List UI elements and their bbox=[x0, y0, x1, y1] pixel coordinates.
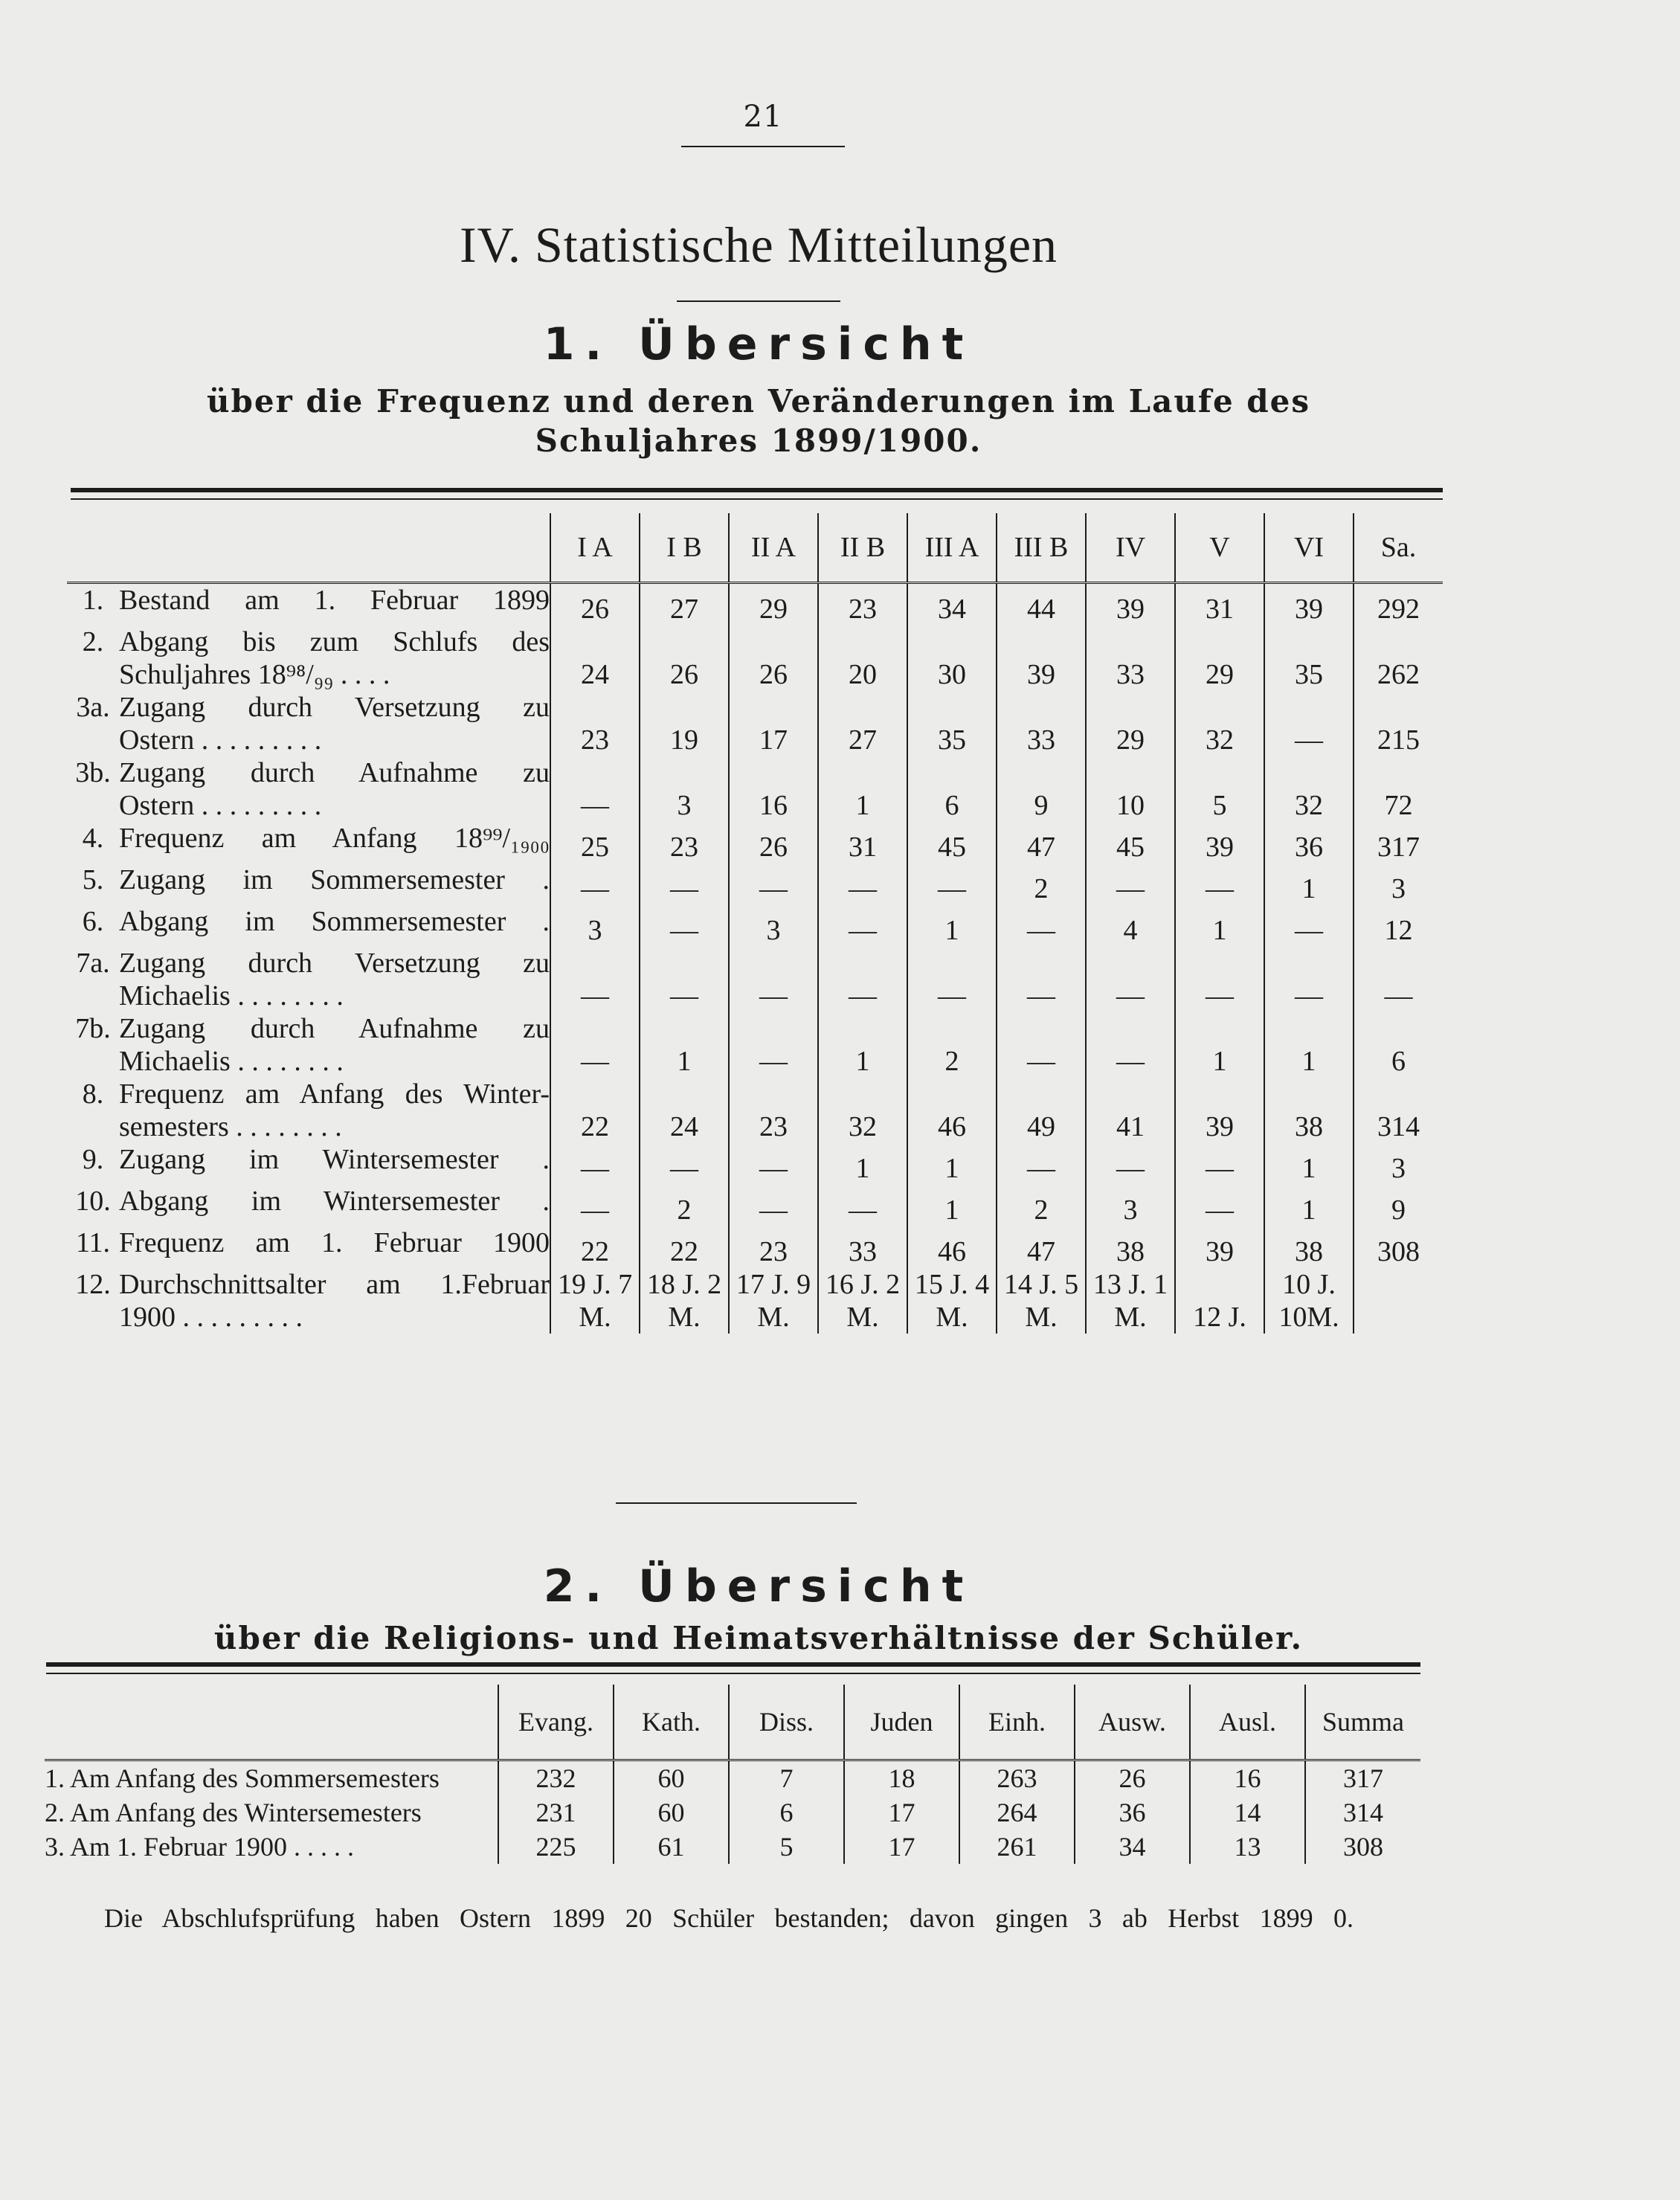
column-header: Evang. bbox=[498, 1685, 614, 1760]
cell-value: 36 bbox=[1075, 1795, 1190, 1830]
cell-value: 3 bbox=[550, 905, 640, 947]
cell-value: 1 bbox=[907, 905, 997, 947]
cell-value: 38 bbox=[1264, 1226, 1354, 1268]
row-number: 8. bbox=[82, 1078, 104, 1110]
cell-value: — bbox=[1086, 1012, 1175, 1078]
cell-value: 39 bbox=[1264, 583, 1354, 626]
table-row bbox=[67, 1078, 1443, 1143]
row-label-line2: Ostern . . . . . . . . . bbox=[119, 790, 322, 821]
cell-value: — bbox=[729, 1185, 818, 1226]
row-label-line1: Zugang durch Versetzung zu bbox=[119, 692, 550, 723]
cell-value: 31 bbox=[1175, 583, 1264, 626]
cell-value: 22 bbox=[640, 1226, 729, 1268]
cell-value: 1 bbox=[1264, 1143, 1354, 1185]
table-row bbox=[67, 1012, 1443, 1078]
row-label bbox=[119, 756, 550, 822]
cell-value: — bbox=[550, 863, 640, 905]
cell-value: 23 bbox=[550, 691, 640, 756]
cell-value: 38 bbox=[1264, 1078, 1354, 1143]
cell-value: 18 bbox=[844, 1760, 959, 1796]
row-label-line1: Zugang durch Aufnahme zu bbox=[119, 757, 550, 788]
cell-value: — bbox=[1175, 1143, 1264, 1185]
cell-value: 314 bbox=[1354, 1078, 1443, 1143]
cell-value: — bbox=[1086, 863, 1175, 905]
column-header: IV bbox=[1086, 513, 1175, 583]
row-label bbox=[119, 1012, 550, 1078]
main-title: IV. Statistische Mitteilungen bbox=[459, 216, 1058, 273]
cell-value: 16 bbox=[1190, 1760, 1305, 1796]
cell-value: 45 bbox=[907, 822, 997, 863]
row-label bbox=[119, 905, 550, 947]
header-blank bbox=[67, 513, 550, 583]
religion-table-header bbox=[45, 1685, 1420, 1760]
cell-value: 18 J. 2 M. bbox=[640, 1268, 729, 1334]
column-header: Sa. bbox=[1354, 513, 1443, 583]
cell-value: 46 bbox=[907, 1226, 997, 1268]
table2-top-rule-thin bbox=[46, 1673, 1420, 1674]
column-header: III B bbox=[997, 513, 1086, 583]
cell-value: — bbox=[640, 1143, 729, 1185]
table-row bbox=[45, 1760, 1420, 1796]
column-header: Ausl. bbox=[1190, 1685, 1305, 1760]
cell-value: 23 bbox=[729, 1226, 818, 1268]
cell-value: — bbox=[729, 863, 818, 905]
cell-value: — bbox=[640, 905, 729, 947]
cell-value: 10 bbox=[1086, 756, 1175, 822]
cell-value: 16 bbox=[729, 756, 818, 822]
cell-value: 3 bbox=[729, 905, 818, 947]
row-label bbox=[119, 1226, 550, 1268]
row-label-line2: 1900 . . . . . . . . . bbox=[119, 1302, 303, 1333]
cell-value: 24 bbox=[550, 625, 640, 691]
row-label-line1: Zugang durch Aufnahme zu bbox=[119, 1013, 550, 1044]
cell-value: — bbox=[550, 1185, 640, 1226]
cell-value: 22 bbox=[550, 1078, 640, 1143]
column-header: Summa bbox=[1305, 1685, 1420, 1760]
cell-value: 263 bbox=[959, 1760, 1075, 1796]
cell-value: 3 bbox=[1354, 863, 1443, 905]
cell-value: 29 bbox=[1175, 625, 1264, 691]
cell-value: 2 bbox=[997, 1185, 1086, 1226]
cell-value: 17 bbox=[844, 1830, 959, 1864]
cell-value: — bbox=[997, 1012, 1086, 1078]
cell-value: — bbox=[997, 905, 1086, 947]
row-label bbox=[119, 1078, 550, 1143]
row-label-line1: Durchschnittsalter am 1.Februar bbox=[119, 1269, 550, 1300]
cell-value: — bbox=[818, 1185, 907, 1226]
cell-value: 264 bbox=[959, 1795, 1075, 1830]
cell-value: 60 bbox=[614, 1760, 729, 1796]
table1-top-rule-thin bbox=[71, 498, 1443, 500]
cell-value: 1 bbox=[1175, 1012, 1264, 1078]
cell-value: — bbox=[729, 1012, 818, 1078]
row-number: 4. bbox=[82, 823, 104, 854]
cell-value: 30 bbox=[907, 625, 997, 691]
row-label-line2: Ostern . . . . . . . . . bbox=[119, 724, 322, 756]
cell-value: 38 bbox=[1086, 1226, 1175, 1268]
cell-value: 72 bbox=[1354, 756, 1443, 822]
row-label bbox=[119, 625, 550, 691]
cell-value: — bbox=[1264, 691, 1354, 756]
cell-value: 17 bbox=[844, 1795, 959, 1830]
cell-value: 9 bbox=[1354, 1185, 1443, 1226]
cell-value: — bbox=[550, 947, 640, 1012]
row-label bbox=[119, 863, 550, 905]
frequency-table-header bbox=[67, 513, 1443, 583]
cell-value: 39 bbox=[1086, 583, 1175, 626]
cell-value: 3 bbox=[1354, 1143, 1443, 1185]
cell-value: — bbox=[1175, 863, 1264, 905]
table-row bbox=[45, 1795, 1420, 1830]
cell-value: 1 bbox=[1175, 905, 1264, 947]
cell-value: 215 bbox=[1354, 691, 1443, 756]
cell-value: 1 bbox=[1264, 863, 1354, 905]
footnote: Die Abschlufsprüfung haben Ostern 1899 20 Schüler bestanden; davon gingen 3 ab Herbst 1899 0. bbox=[104, 1903, 1354, 1933]
column-header: Kath. bbox=[614, 1685, 729, 1760]
row-label-line2: Michaelis . . . . . . . . bbox=[119, 980, 344, 1011]
cell-value: 317 bbox=[1354, 822, 1443, 863]
cell-value: 7 bbox=[729, 1760, 844, 1796]
page-number-rule bbox=[681, 146, 845, 147]
cell-value: 12 J. bbox=[1175, 1268, 1264, 1334]
row-label bbox=[119, 822, 550, 863]
row-label bbox=[119, 1185, 550, 1226]
cell-value: 19 J. 7 M. bbox=[550, 1268, 640, 1334]
row-label bbox=[119, 1143, 550, 1185]
column-header: Einh. bbox=[959, 1685, 1075, 1760]
cell-value: — bbox=[818, 947, 907, 1012]
row-label-line1: Abgang im Wintersemester . bbox=[119, 1186, 550, 1217]
row-label: 2. Am Anfang des Wintersemesters bbox=[45, 1798, 422, 1827]
cell-value: 29 bbox=[1086, 691, 1175, 756]
cell-value: 26 bbox=[550, 583, 640, 626]
row-label-line1: Abgang im Sommersemester . bbox=[119, 906, 550, 937]
cell-value: 45 bbox=[1086, 822, 1175, 863]
cell-value: 1 bbox=[907, 1185, 997, 1226]
row-label-line2: Michaelis . . . . . . . . bbox=[119, 1046, 344, 1077]
cell-value: — bbox=[907, 863, 997, 905]
row-label-line1: Frequenz am Anfang des Winter- bbox=[119, 1078, 550, 1110]
row-label-line1: Frequenz am 1. Februar 1900 bbox=[119, 1227, 550, 1258]
cell-value: — bbox=[997, 947, 1086, 1012]
cell-value: 13 bbox=[1190, 1830, 1305, 1864]
table-row bbox=[67, 822, 1443, 863]
cell-value: 24 bbox=[640, 1078, 729, 1143]
cell-value: — bbox=[1354, 947, 1443, 1012]
cell-value: 4 bbox=[1086, 905, 1175, 947]
cell-value: 31 bbox=[818, 822, 907, 863]
cell-value: 22 bbox=[550, 1226, 640, 1268]
cell-value: 41 bbox=[1086, 1078, 1175, 1143]
cell-value: 49 bbox=[997, 1078, 1086, 1143]
cell-value: — bbox=[729, 1143, 818, 1185]
cell-value: 2 bbox=[997, 863, 1086, 905]
cell-value: 308 bbox=[1305, 1830, 1420, 1864]
row-number: 10. bbox=[75, 1186, 111, 1217]
cell-value: — bbox=[997, 1143, 1086, 1185]
row-label-line2: Schuljahres 18⁹⁸/₉₉ . . . . bbox=[119, 659, 390, 690]
cell-value: 3 bbox=[1086, 1185, 1175, 1226]
cell-value: 17 bbox=[729, 691, 818, 756]
row-number: 11. bbox=[75, 1227, 111, 1258]
section2-subtitle: über die Religions- und Heimatsverhältnisse der Schüler. bbox=[213, 1620, 1304, 1656]
column-header: Ausw. bbox=[1075, 1685, 1190, 1760]
cell-value: 9 bbox=[997, 756, 1086, 822]
cell-value: 5 bbox=[729, 1830, 844, 1864]
row-label-line1: Bestand am 1. Februar 1899 bbox=[119, 585, 550, 616]
cell-value bbox=[1354, 1268, 1443, 1334]
row-number: 9. bbox=[82, 1144, 104, 1175]
cell-value: — bbox=[550, 1012, 640, 1078]
cell-value: 39 bbox=[1175, 822, 1264, 863]
row-number: 5. bbox=[82, 864, 104, 895]
row-number: 3a. bbox=[76, 692, 110, 723]
cell-value: 32 bbox=[1175, 691, 1264, 756]
cell-value: 26 bbox=[729, 822, 818, 863]
cell-value: 35 bbox=[907, 691, 997, 756]
table-row bbox=[67, 905, 1443, 947]
cell-value: 39 bbox=[997, 625, 1086, 691]
cell-value: 47 bbox=[997, 1226, 1086, 1268]
cell-value: 39 bbox=[1175, 1078, 1264, 1143]
cell-value: — bbox=[1264, 905, 1354, 947]
table-row bbox=[67, 583, 1443, 626]
page-number: 21 bbox=[743, 100, 783, 134]
row-label-line1: Frequenz am Anfang 18⁹⁹/₁₉₀₀ bbox=[119, 823, 550, 854]
cell-value: 17 J. 9 M. bbox=[729, 1268, 818, 1334]
column-header: Diss. bbox=[729, 1685, 844, 1760]
column-header: Juden bbox=[844, 1685, 959, 1760]
column-header: III A bbox=[907, 513, 997, 583]
column-header: I B bbox=[640, 513, 729, 583]
section2-title: 2. Übersicht bbox=[543, 1560, 974, 1612]
frequency-table bbox=[67, 513, 1443, 1334]
cell-value: 35 bbox=[1264, 625, 1354, 691]
cell-value: 12 bbox=[1354, 905, 1443, 947]
cell-value: — bbox=[1175, 947, 1264, 1012]
cell-value: 2 bbox=[640, 1185, 729, 1226]
cell-value: 26 bbox=[640, 625, 729, 691]
cell-value: 1 bbox=[640, 1012, 729, 1078]
row-number: 6. bbox=[82, 906, 104, 937]
table1-top-rule bbox=[71, 488, 1443, 492]
cell-value: — bbox=[640, 863, 729, 905]
cell-value: 292 bbox=[1354, 583, 1443, 626]
cell-value: 317 bbox=[1305, 1760, 1420, 1796]
cell-value: 34 bbox=[1075, 1830, 1190, 1864]
cell-value: 61 bbox=[614, 1830, 729, 1864]
table-row bbox=[67, 1268, 1443, 1334]
cell-value: 1 bbox=[907, 1143, 997, 1185]
column-header: II B bbox=[818, 513, 907, 583]
row-number: 12. bbox=[75, 1269, 111, 1300]
cell-value: — bbox=[640, 947, 729, 1012]
cell-value: 33 bbox=[1086, 625, 1175, 691]
cell-value: 36 bbox=[1264, 822, 1354, 863]
row-label bbox=[119, 1268, 550, 1334]
cell-value: 33 bbox=[997, 691, 1086, 756]
cell-value: 1 bbox=[1264, 1012, 1354, 1078]
row-number: 3b. bbox=[75, 757, 111, 788]
row-number: 7a. bbox=[76, 948, 110, 979]
column-header: I A bbox=[550, 513, 640, 583]
table-row bbox=[67, 947, 1443, 1012]
cell-value: 5 bbox=[1175, 756, 1264, 822]
cell-value: 6 bbox=[1354, 1012, 1443, 1078]
row-label bbox=[119, 947, 550, 1012]
cell-value: 16 J. 2 M. bbox=[818, 1268, 907, 1334]
cell-value: 262 bbox=[1354, 625, 1443, 691]
cell-value: 6 bbox=[907, 756, 997, 822]
cell-value: 27 bbox=[640, 583, 729, 626]
cell-value: 34 bbox=[907, 583, 997, 626]
cell-value: 32 bbox=[1264, 756, 1354, 822]
cell-value: 46 bbox=[907, 1078, 997, 1143]
table-row bbox=[67, 1143, 1443, 1185]
cell-value: 60 bbox=[614, 1795, 729, 1830]
cell-value: 39 bbox=[1175, 1226, 1264, 1268]
religion-table bbox=[45, 1685, 1420, 1864]
row-label bbox=[119, 691, 550, 756]
cell-value: 29 bbox=[729, 583, 818, 626]
cell-value: — bbox=[729, 947, 818, 1012]
cell-value: 225 bbox=[498, 1830, 614, 1864]
cell-value: 10 J. 10M. bbox=[1264, 1268, 1354, 1334]
column-header: II A bbox=[729, 513, 818, 583]
table-row bbox=[67, 625, 1443, 691]
cell-value: — bbox=[1086, 947, 1175, 1012]
cell-value: — bbox=[550, 1143, 640, 1185]
cell-value: — bbox=[1264, 947, 1354, 1012]
table-row bbox=[67, 756, 1443, 822]
cell-value: — bbox=[1086, 1143, 1175, 1185]
row-number: 2. bbox=[82, 626, 104, 657]
table-row bbox=[45, 1830, 1420, 1864]
cell-value: 14 J. 5 M. bbox=[997, 1268, 1086, 1334]
cell-value: 3 bbox=[640, 756, 729, 822]
cell-value: 15 J. 4 M. bbox=[907, 1268, 997, 1334]
cell-value: 308 bbox=[1354, 1226, 1443, 1268]
cell-value: 27 bbox=[818, 691, 907, 756]
row-label-line1: Zugang im Wintersemester . bbox=[119, 1144, 550, 1175]
row-label: 3. Am 1. Februar 1900 . . . . . bbox=[45, 1832, 354, 1862]
cell-value: — bbox=[818, 863, 907, 905]
table2-top-rule bbox=[46, 1662, 1420, 1667]
header-blank bbox=[45, 1685, 498, 1760]
title-divider bbox=[677, 300, 840, 302]
cell-value: 1 bbox=[1264, 1185, 1354, 1226]
cell-value: 232 bbox=[498, 1760, 614, 1796]
table-row bbox=[67, 691, 1443, 756]
row-label-line2: semesters . . . . . . . . bbox=[119, 1111, 342, 1142]
cell-value: 26 bbox=[1075, 1760, 1190, 1796]
cell-value: 261 bbox=[959, 1830, 1075, 1864]
column-header: V bbox=[1175, 513, 1264, 583]
section1-subtitle-line1: über die Frequenz und deren Veränderungen im Laufe des bbox=[206, 383, 1311, 419]
row-label-line1: Zugang im Sommersemester . bbox=[119, 864, 550, 895]
section1-subtitle-line2: Schuljahres 1899/1900. bbox=[535, 422, 982, 459]
cell-value: 47 bbox=[997, 822, 1086, 863]
cell-value: 314 bbox=[1305, 1795, 1420, 1830]
cell-value: 23 bbox=[818, 583, 907, 626]
row-number: 1. bbox=[82, 585, 104, 616]
cell-value: 19 bbox=[640, 691, 729, 756]
cell-value: 231 bbox=[498, 1795, 614, 1830]
cell-value: 14 bbox=[1190, 1795, 1305, 1830]
row-label-line1: Abgang bis zum Schlufs des bbox=[119, 626, 550, 657]
cell-value: 20 bbox=[818, 625, 907, 691]
cell-value: — bbox=[818, 905, 907, 947]
cell-value: 2 bbox=[907, 1012, 997, 1078]
row-label-line1: Zugang durch Versetzung zu bbox=[119, 948, 550, 979]
table-row bbox=[67, 1185, 1443, 1226]
cell-value: — bbox=[1175, 1185, 1264, 1226]
cell-value: 33 bbox=[818, 1226, 907, 1268]
column-header: VI bbox=[1264, 513, 1354, 583]
cell-value: — bbox=[907, 947, 997, 1012]
cell-value: — bbox=[550, 756, 640, 822]
cell-value: 44 bbox=[997, 583, 1086, 626]
table-row bbox=[67, 863, 1443, 905]
cell-value: 1 bbox=[818, 1012, 907, 1078]
cell-value: 6 bbox=[729, 1795, 844, 1830]
row-number: 7b. bbox=[75, 1013, 111, 1044]
cell-value: 25 bbox=[550, 822, 640, 863]
cell-value: 23 bbox=[729, 1078, 818, 1143]
section-divider bbox=[616, 1502, 857, 1504]
cell-value: 1 bbox=[818, 1143, 907, 1185]
cell-value: 13 J. 1 M. bbox=[1086, 1268, 1175, 1334]
cell-value: 23 bbox=[640, 822, 729, 863]
cell-value: 32 bbox=[818, 1078, 907, 1143]
cell-value: 1 bbox=[818, 756, 907, 822]
row-label bbox=[119, 583, 550, 626]
section1-title: 1. Übersicht bbox=[543, 318, 974, 370]
row-label: 1. Am Anfang des Sommersemesters bbox=[45, 1763, 440, 1793]
cell-value: 26 bbox=[729, 625, 818, 691]
table-row bbox=[67, 1226, 1443, 1268]
